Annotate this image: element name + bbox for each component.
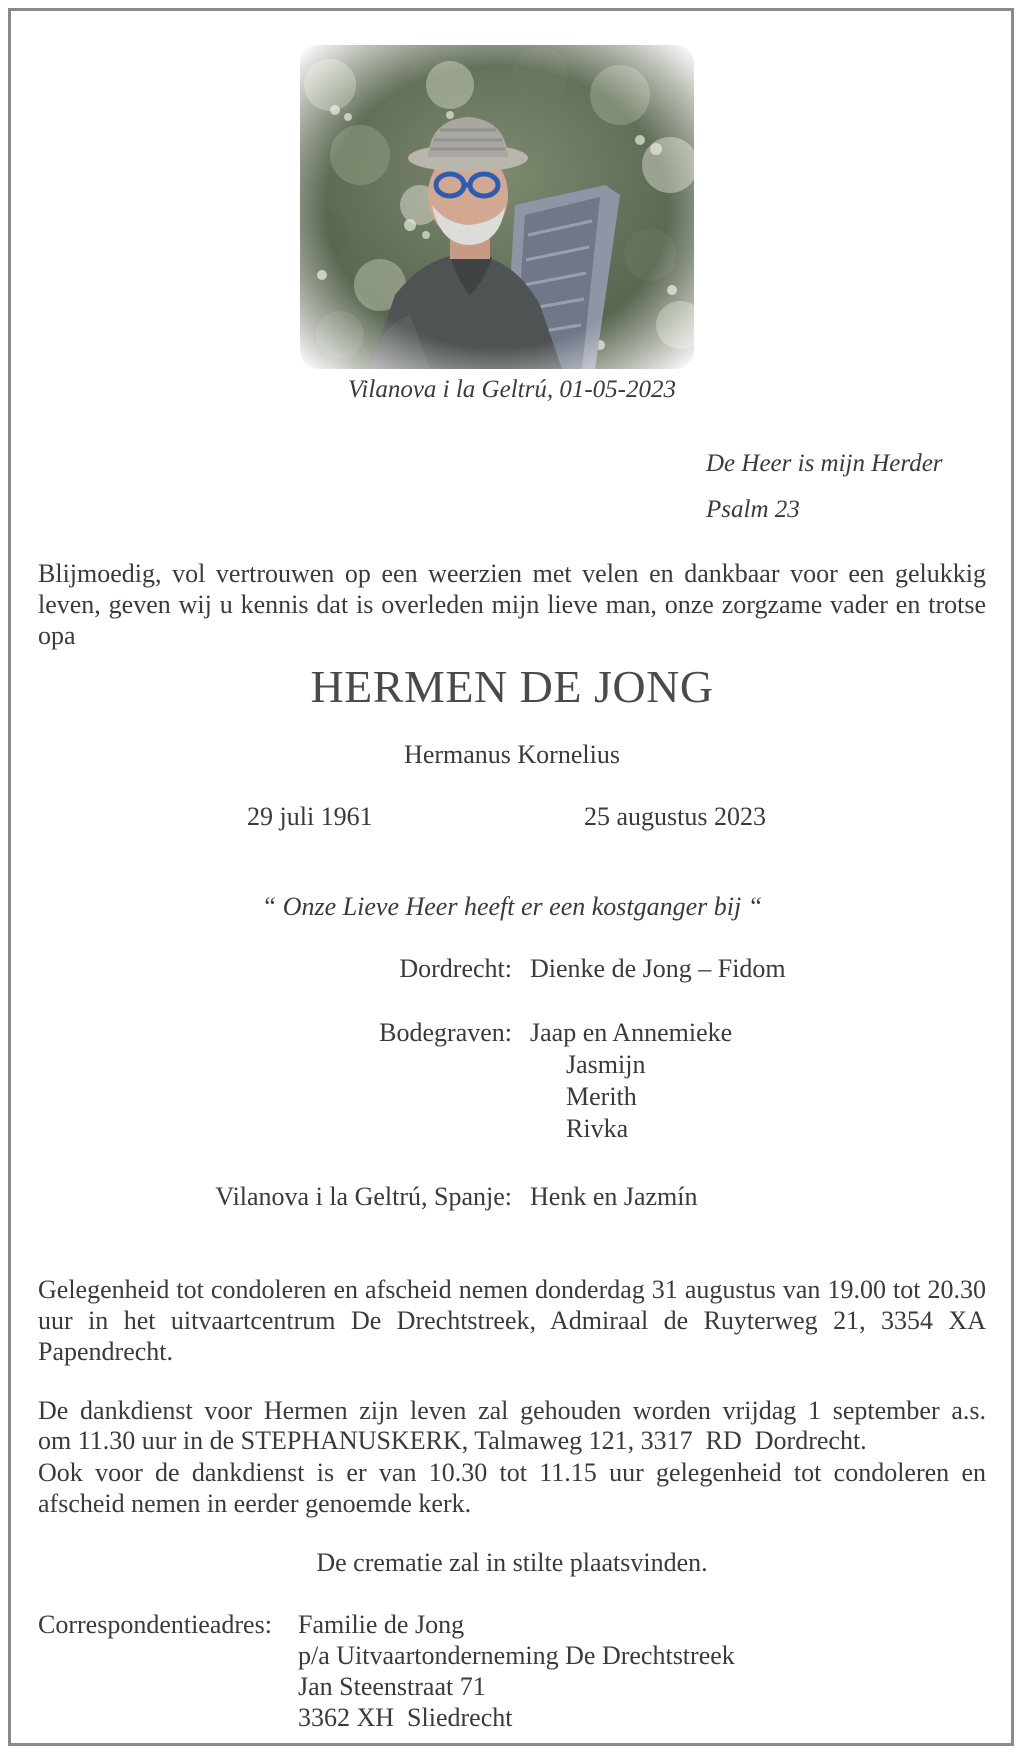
condolence-paragraph: Gelegenheid tot condoleren en afscheid nemen donderdag 31 augustus van 19.00 tot 20.30 uur in het uitvaartcentrum De Drechtstreek, Admiraal de Ruyterweg 21, 3354 XA Papendrecht. — [38, 1275, 986, 1366]
deceased-name: HERMEN DE JONG — [310, 661, 714, 712]
service-line-1: De dankdienst voor Hermen zijn leven zal gehouden worden vrijdag 1 september a.s. — [38, 1396, 986, 1425]
family-name: Merith — [566, 1082, 637, 1111]
verse-line-1: De Heer is mijn Herder — [706, 450, 943, 477]
correspondence-line: 3362 XH Sliedrecht — [298, 1703, 513, 1732]
family-name: Rivka — [566, 1114, 629, 1143]
deceased-full-name: Hermanus Kornelius — [404, 740, 620, 769]
death-date: 25 augustus 2023 — [584, 802, 766, 831]
birth-date: 29 juli 1961 — [247, 802, 373, 831]
portrait-photo — [300, 45, 694, 369]
correspondence-label: Correspondentieadres: — [38, 1610, 272, 1639]
family-place-bodegraven: Bodegraven: — [379, 1018, 512, 1047]
intro-paragraph: Blijmoedig, vol vertrouwen op een weerzien met velen en dankbaar voor een gelukkig leven, geven wij u kennis dat is overleden mijn lieve man, onze zorgzame vader en trotse opa — [38, 559, 986, 650]
family-name: Dienke de Jong – Fidom — [530, 954, 786, 983]
quote: “ Onze Lieve Heer heeft er een kostganger bij “ — [261, 892, 763, 921]
family-place-dordrecht: Dordrecht: — [399, 954, 512, 983]
family-name: Jasmijn — [566, 1050, 646, 1079]
correspondence-line: Jan Steenstraat 71 — [298, 1672, 486, 1701]
family-name: Jaap en Annemieke — [530, 1018, 733, 1047]
correspondence-line: Familie de Jong — [298, 1610, 465, 1639]
cremation-note: De crematie zal in stilte plaatsvinden. — [316, 1548, 708, 1577]
service-line-2: om 11.30 uur in de STEPHANUSKERK, Talmaweg 121, 3317 RD Dordrecht. — [38, 1426, 867, 1455]
family-place-vilanova: Vilanova i la Geltrú, Spanje: — [215, 1182, 512, 1211]
correspondence-line: p/a Uitvaartonderneming De Drechtstreek — [298, 1641, 735, 1670]
verse-line-2: Psalm 23 — [706, 496, 800, 523]
service-line-3: Ook voor de dankdienst is er van 10.30 tot 11.15 uur gelegenheid tot condoleren en afscheid nemen in eerder genoemde kerk. — [38, 1458, 986, 1518]
place-date: Vilanova i la Geltrú, 01-05-2023 — [348, 376, 676, 403]
family-name: Henk en Jazmín — [530, 1182, 698, 1211]
